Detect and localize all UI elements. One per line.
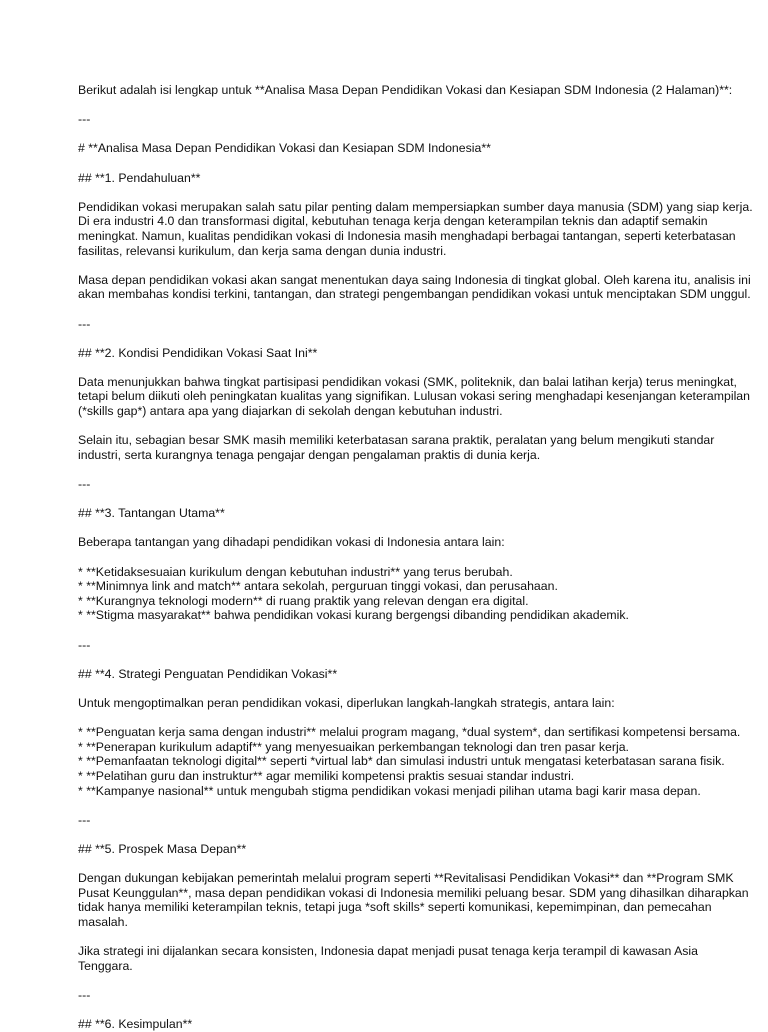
separator: --- [78, 637, 91, 652]
section2-paragraph-2: Selain itu, sebagian besar SMK masih memiliki keterbatasan sarana praktik, peralatan yang belum mengikuti standar industri, serta kurangnya tenaga pengajar dengan pengalaman praktis di dunia kerja. [78, 433, 715, 462]
section3-list [78, 565, 768, 623]
section1-paragraph-2: Masa depan pendidikan vokasi akan sangat menentukan daya saing Indonesia di tingkat global. Oleh karena itu, analisis ini akan membahas kondisi terkini, tantangan, dan strategi pengembangan pendidikan vokasi untuk menciptakan SDM unggul. [78, 272, 751, 302]
section3-intro: Beberapa tantangan yang dihadapi pendidikan vokasi di Indonesia antara lain: [78, 535, 505, 550]
section3-heading: ## **3. Tantangan Utama** [78, 506, 225, 521]
section2-heading: ## **2. Kondisi Pendidikan Vokasi Saat Ini** [78, 345, 318, 360]
list-item: * **Penguatan kerja sama dengan industri** melalui program magang, *dual system*, dan sertifikasi kompetensi bersama. [78, 725, 741, 740]
section6-heading: ## **6. Kesimpulan** [78, 1017, 193, 1031]
list-item: * **Kurangnya teknologi modern** di ruang praktik yang relevan dengan era digital. [78, 593, 529, 608]
separator: --- [78, 477, 91, 492]
section1-heading: ## **1. Pendahuluan** [78, 170, 201, 185]
list-item: * **Pelatihan guru dan instruktur** agar memiliki kompetensi praktis sesuai standar industri. [78, 768, 575, 783]
separator: --- [78, 987, 91, 1002]
list-item: * **Pemanfaatan teknologi digital** seperti *virtual lab* dan simulasi industri untuk mengatasi keterbatasan sarana fisik. [78, 754, 725, 769]
section4-intro: Untuk mengoptimalkan peran pendidikan vokasi, diperlukan langkah-langkah strategis, antara lain: [78, 695, 615, 710]
separator: --- [78, 112, 91, 127]
section1-paragraph-1: Pendidikan vokasi merupakan salah satu pilar penting dalam mempersiapkan sumber daya manusia (SDM) yang siap kerja. Di era industri 4.0 dan transformasi digital, kebutuhan tenaga kerja dengan keterampilan teknis dan adaptif semakin meningkat. Namun, kualitas pendidikan vokasi di Indonesia masih menghadapi berbagai tantangan, seperti keterbatasan fasilitas, relevansi kurikulum, dan kerja sama dengan dunia industri. [78, 199, 753, 258]
list-item: * **Ketidaksesuaian kurikulum dengan kebutuhan industri** yang terus berubah. [78, 564, 513, 579]
separator: --- [78, 316, 91, 331]
intro-line: Berikut adalah isi lengkap untuk **Analisa Masa Depan Pendidikan Vokasi dan Kesiapan SDM Indonesia (2 Halaman)**: [78, 83, 733, 97]
list-item: * **Kampanye nasional** untuk mengubah stigma pendidikan vokasi menjadi pilihan utama bagi karir masa depan. [78, 783, 701, 798]
section2-paragraph-1: Data menunjukkan bahwa tingkat partisipasi pendidikan vokasi (SMK, politeknik, dan balai latihan kerja) terus meningkat, tetapi belum diikuti oleh peningkatan kualitas yang signifikan. Lulusan vokasi sering menghadapi kesenjangan keterampilan (*skills gap*) antara apa yang diajarkan di sekolah dengan kebutuhan industri. [78, 374, 750, 419]
list-item: * **Penerapan kurikulum adaptif** yang menyesuaikan perkembangan teknologi dan tren pasar kerja. [78, 739, 629, 754]
document-title: # **Analisa Masa Depan Pendidikan Vokasi dan Kesiapan SDM Indonesia** [78, 141, 491, 156]
section5-paragraph-1: Dengan dukungan kebijakan pemerintah melalui program seperti **Revitalisasi Pendidikan Vokasi** dan **Program SMK Pusat Keunggulan**, masa depan pendidikan vokasi di Indonesia memiliki peluang besar. SDM yang dihasilkan diharapkan tidak hanya memiliki keterampilan teknis, tetapi juga *soft skills* seperti komunikasi, kepemimpinan, dan pemecahan masalah. [78, 871, 749, 929]
separator: --- [78, 812, 91, 827]
list-item: * **Minimnya link and match** antara sekolah, perguruan tinggi vokasi, dan perusahaan. [78, 579, 558, 594]
section5-heading: ## **5. Prospek Masa Depan** [78, 841, 247, 856]
section4-heading: ## **4. Strategi Penguatan Pendidikan Vokasi** [78, 666, 338, 681]
list-item: * **Stigma masyarakat** bahwa pendidikan vokasi kurang bergengsi dibanding pendidikan akademik. [78, 608, 629, 623]
section5-paragraph-2: Jika strategi ini dijalankan secara konsisten, Indonesia dapat menjadi pusat tenaga kerja terampil di kawasan Asia Tenggara. [78, 944, 698, 973]
section4-list [78, 725, 768, 798]
